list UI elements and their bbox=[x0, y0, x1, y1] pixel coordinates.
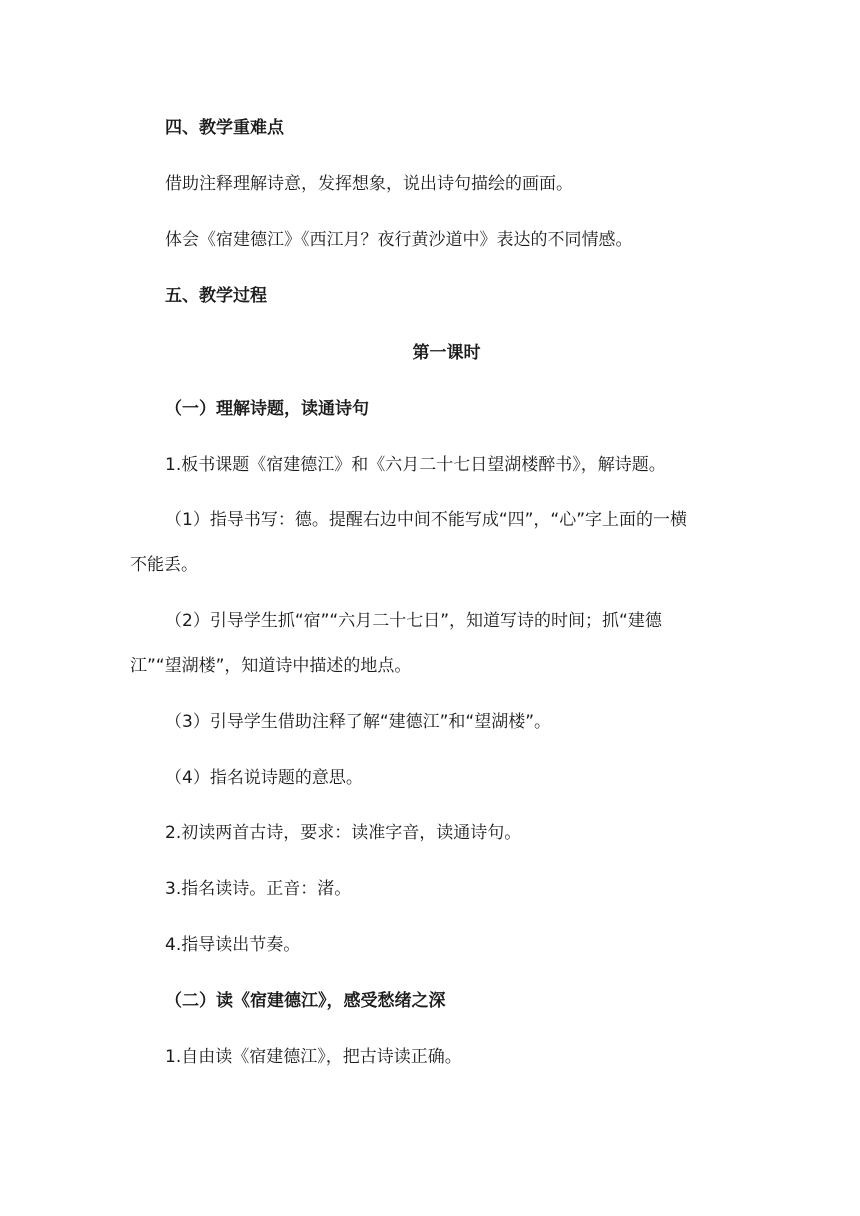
step-1-3: （3）引导学生借助注释了解“建德江”和“望湖楼”。 bbox=[165, 712, 552, 732]
step-4: 4.指导读出节奏。 bbox=[165, 935, 301, 955]
subsection-title-2: （二）读《宿建德江》，感受愁绪之深 bbox=[165, 991, 446, 1011]
step-1-1-line-2: 不能丢。 bbox=[130, 555, 198, 575]
teaching-point-2: 体会《宿建德江》《西江月？夜行黄沙道中》表达的不同情感。 bbox=[165, 230, 633, 250]
step-2: 2.初读两首古诗，要求：读准字音，读通诗句。 bbox=[165, 823, 522, 843]
step-1-2-line-2: 江”“望湖楼”，知道诗中描述的地点。 bbox=[130, 656, 412, 676]
step-1-1-line-1: （1）指导书写：德。提醒右边中间不能写成“四”，“心”字上面的一横 bbox=[165, 510, 688, 530]
step-1: 1.板书课题《宿建德江》和《六月二十七日望湖楼醉书》，解诗题。 bbox=[165, 455, 666, 475]
subsection-title-1: （一）理解诗题，读通诗句 bbox=[165, 399, 369, 419]
step-1-4: （4）指名说诗题的意思。 bbox=[165, 768, 363, 788]
lesson-title: 第一课时 bbox=[412, 343, 481, 363]
step-3: 3.指名读诗。正音：渚。 bbox=[165, 879, 352, 899]
section-heading-teaching-process: 五、教学过程 bbox=[165, 286, 267, 306]
step-1-2-line-1: （2）引导学生抓“宿”“六月二十七日”，知道写诗的时间；抓“建德 bbox=[165, 611, 662, 631]
teaching-point-1: 借助注释理解诗意，发挥想象，说出诗句描绘的画面。 bbox=[165, 174, 573, 194]
subsection-2-step-1: 1.自由读《宿建德江》，把古诗读正确。 bbox=[165, 1047, 462, 1067]
section-heading-key-difficulties: 四、教学重难点 bbox=[165, 118, 284, 138]
